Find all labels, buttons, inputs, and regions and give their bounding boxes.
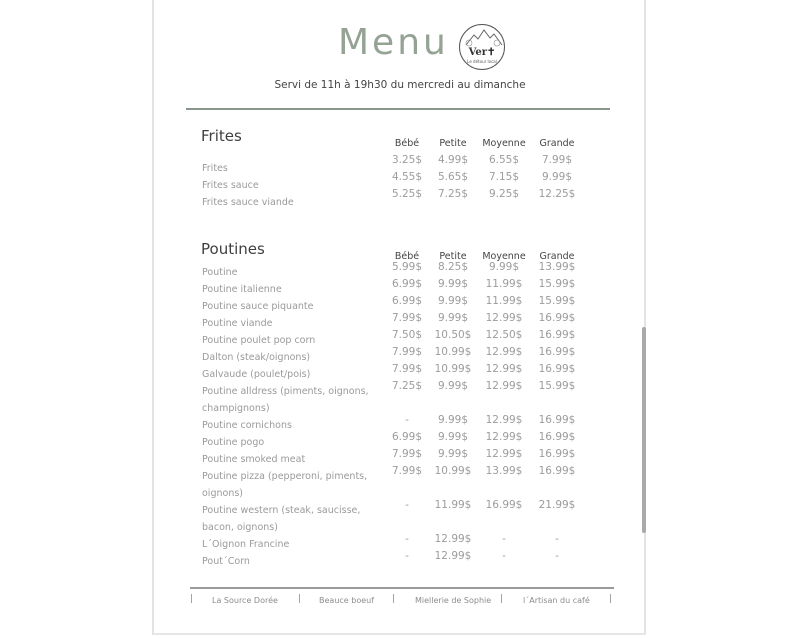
menu-item-name: Poutine viande [202,318,273,329]
price: 9.99$ [541,171,573,183]
price: 11.99$ [434,499,472,511]
logo-icon [459,24,505,70]
menu-item-name: Dalton (steak/oignons) [202,352,311,363]
col-head-bebe: Bébé [394,251,420,262]
price: 4.99$ [437,154,469,166]
price: 12.99$ [485,431,523,443]
partner-miellerie-de-sophie[interactable]: Miellerie de Sophie [415,596,492,605]
price: 12.99$ [485,363,523,375]
price: 8.25$ [437,261,469,273]
price: 12.99$ [434,550,472,562]
price: 10.99$ [434,363,472,375]
price: 12.99$ [485,312,523,324]
price: 7.25$ [437,188,469,200]
price: 7.99$ [391,448,423,460]
header-divider [186,108,610,110]
menu-item-name: Pout´Corn [202,556,250,567]
price: 12.99$ [485,346,523,358]
menu-item-name: Poutine alldress (piments, oignons, champignons) [202,386,369,414]
price: - [555,550,559,562]
price: 16.99$ [538,465,576,477]
price: 7.99$ [391,312,423,324]
price: 9.99$ [437,380,469,392]
separator: | [609,594,613,604]
price: 5.25$ [391,188,423,200]
price: 4.55$ [391,171,423,183]
price: 9.25$ [488,188,520,200]
price: 15.99$ [538,278,576,290]
price: - [405,499,409,511]
price: 13.99$ [538,261,576,273]
price: 5.65$ [437,171,469,183]
price: 16.99$ [485,499,523,511]
menu-item-name: L´Oignon Francine [202,539,290,550]
menu-item-name: Frites sauce viande [202,197,294,208]
price: 6.99$ [391,278,423,290]
col-head-moyenne: Moyenne [482,251,526,262]
service-hours: Servi de 11h à 19h30 du mercredi au dimanche [274,79,526,91]
partner-beauce-boeuf[interactable]: Beauce boeuf [319,596,375,605]
separator: | [392,594,396,604]
scrollbar-thumb[interactable] [642,327,646,533]
price: 7.50$ [391,329,423,341]
partner-artisan-du-cafe[interactable]: l´Artisan du café [523,596,590,605]
price: - [502,550,506,562]
price: 7.15$ [488,171,520,183]
price: 7.99$ [391,465,423,477]
price: 7.99$ [391,346,423,358]
menu-item-name: Poutine poulet pop corn [202,335,316,346]
page-title: Menu [338,22,449,63]
price: 21.99$ [538,499,576,511]
price: 11.99$ [485,278,523,290]
section-title-frites: Frites [201,127,242,145]
separator: | [298,594,302,604]
price: - [405,414,409,426]
menu-item-name: Poutine italienne [202,284,282,295]
price: 9.99$ [437,312,469,324]
separator: | [190,594,194,604]
price: 16.99$ [538,363,576,375]
price: 7.99$ [541,154,573,166]
price: - [405,533,409,545]
price: 16.99$ [538,329,576,341]
price: 9.99$ [437,431,469,443]
menu-item-name: Poutine pogo [202,437,265,448]
price: 6.55$ [488,154,520,166]
price: 16.99$ [538,312,576,324]
price: 12.99$ [485,414,523,426]
price: 12.25$ [538,188,576,200]
price: 5.99$ [391,261,423,273]
price: 9.99$ [488,261,520,273]
price: 16.99$ [538,431,576,443]
price: 10.50$ [434,329,472,341]
price: 16.99$ [538,414,576,426]
menu-item-name: Frites sauce [202,180,259,191]
menu-item-name: Poutine cornichons [202,420,292,431]
price: 10.99$ [434,346,472,358]
price: 6.99$ [391,295,423,307]
footer-divider [190,587,614,589]
section-title-poutines: Poutines [201,240,265,258]
logo-tagline: Le détour local [467,59,497,64]
price: 9.99$ [437,448,469,460]
price: 9.99$ [437,414,469,426]
price: 12.99$ [434,533,472,545]
price: 9.99$ [437,295,469,307]
menu-item-name: Poutine sauce piquante [202,301,314,312]
menu-item-name: Poutine western (steak, saucisse, bacon, oignons) [202,505,361,533]
price: 11.99$ [485,295,523,307]
col-head-grande: Grande [539,138,575,149]
price: 13.99$ [485,465,523,477]
menu-item-name: Frites [202,163,228,174]
price: 7.99$ [391,363,423,375]
col-head-grande: Grande [539,251,575,262]
price: 12.99$ [485,448,523,460]
menu-item-name: Poutine smoked meat [202,454,306,465]
price: 7.25$ [391,380,423,392]
price: - [405,550,409,562]
price: 15.99$ [538,295,576,307]
price: 12.99$ [485,380,523,392]
menu-item-name: Poutine [202,267,238,278]
price: - [502,533,506,545]
price: 10.99$ [434,465,472,477]
col-head-moyenne: Moyenne [482,138,526,149]
price: 6.99$ [391,431,423,443]
partners-footer [190,594,614,608]
price: 16.99$ [538,346,576,358]
separator: | [500,594,504,604]
partner-la-source-doree[interactable]: La Source Dorée [212,596,278,605]
price: 3.25$ [391,154,423,166]
price: 16.99$ [538,448,576,460]
menu-item-name: Poutine pizza (pepperoni, piments, oignons) [202,471,368,499]
price: 15.99$ [538,380,576,392]
logo-wordmark: Ver✝ [468,47,496,58]
col-head-petite: Petite [439,251,467,262]
menu-item-name: Galvaude (poulet/pois) [202,369,311,380]
price: - [555,533,559,545]
price: 12.50$ [485,329,523,341]
col-head-bebe: Bébé [394,138,420,149]
col-head-petite: Petite [439,138,467,149]
price: 9.99$ [437,278,469,290]
